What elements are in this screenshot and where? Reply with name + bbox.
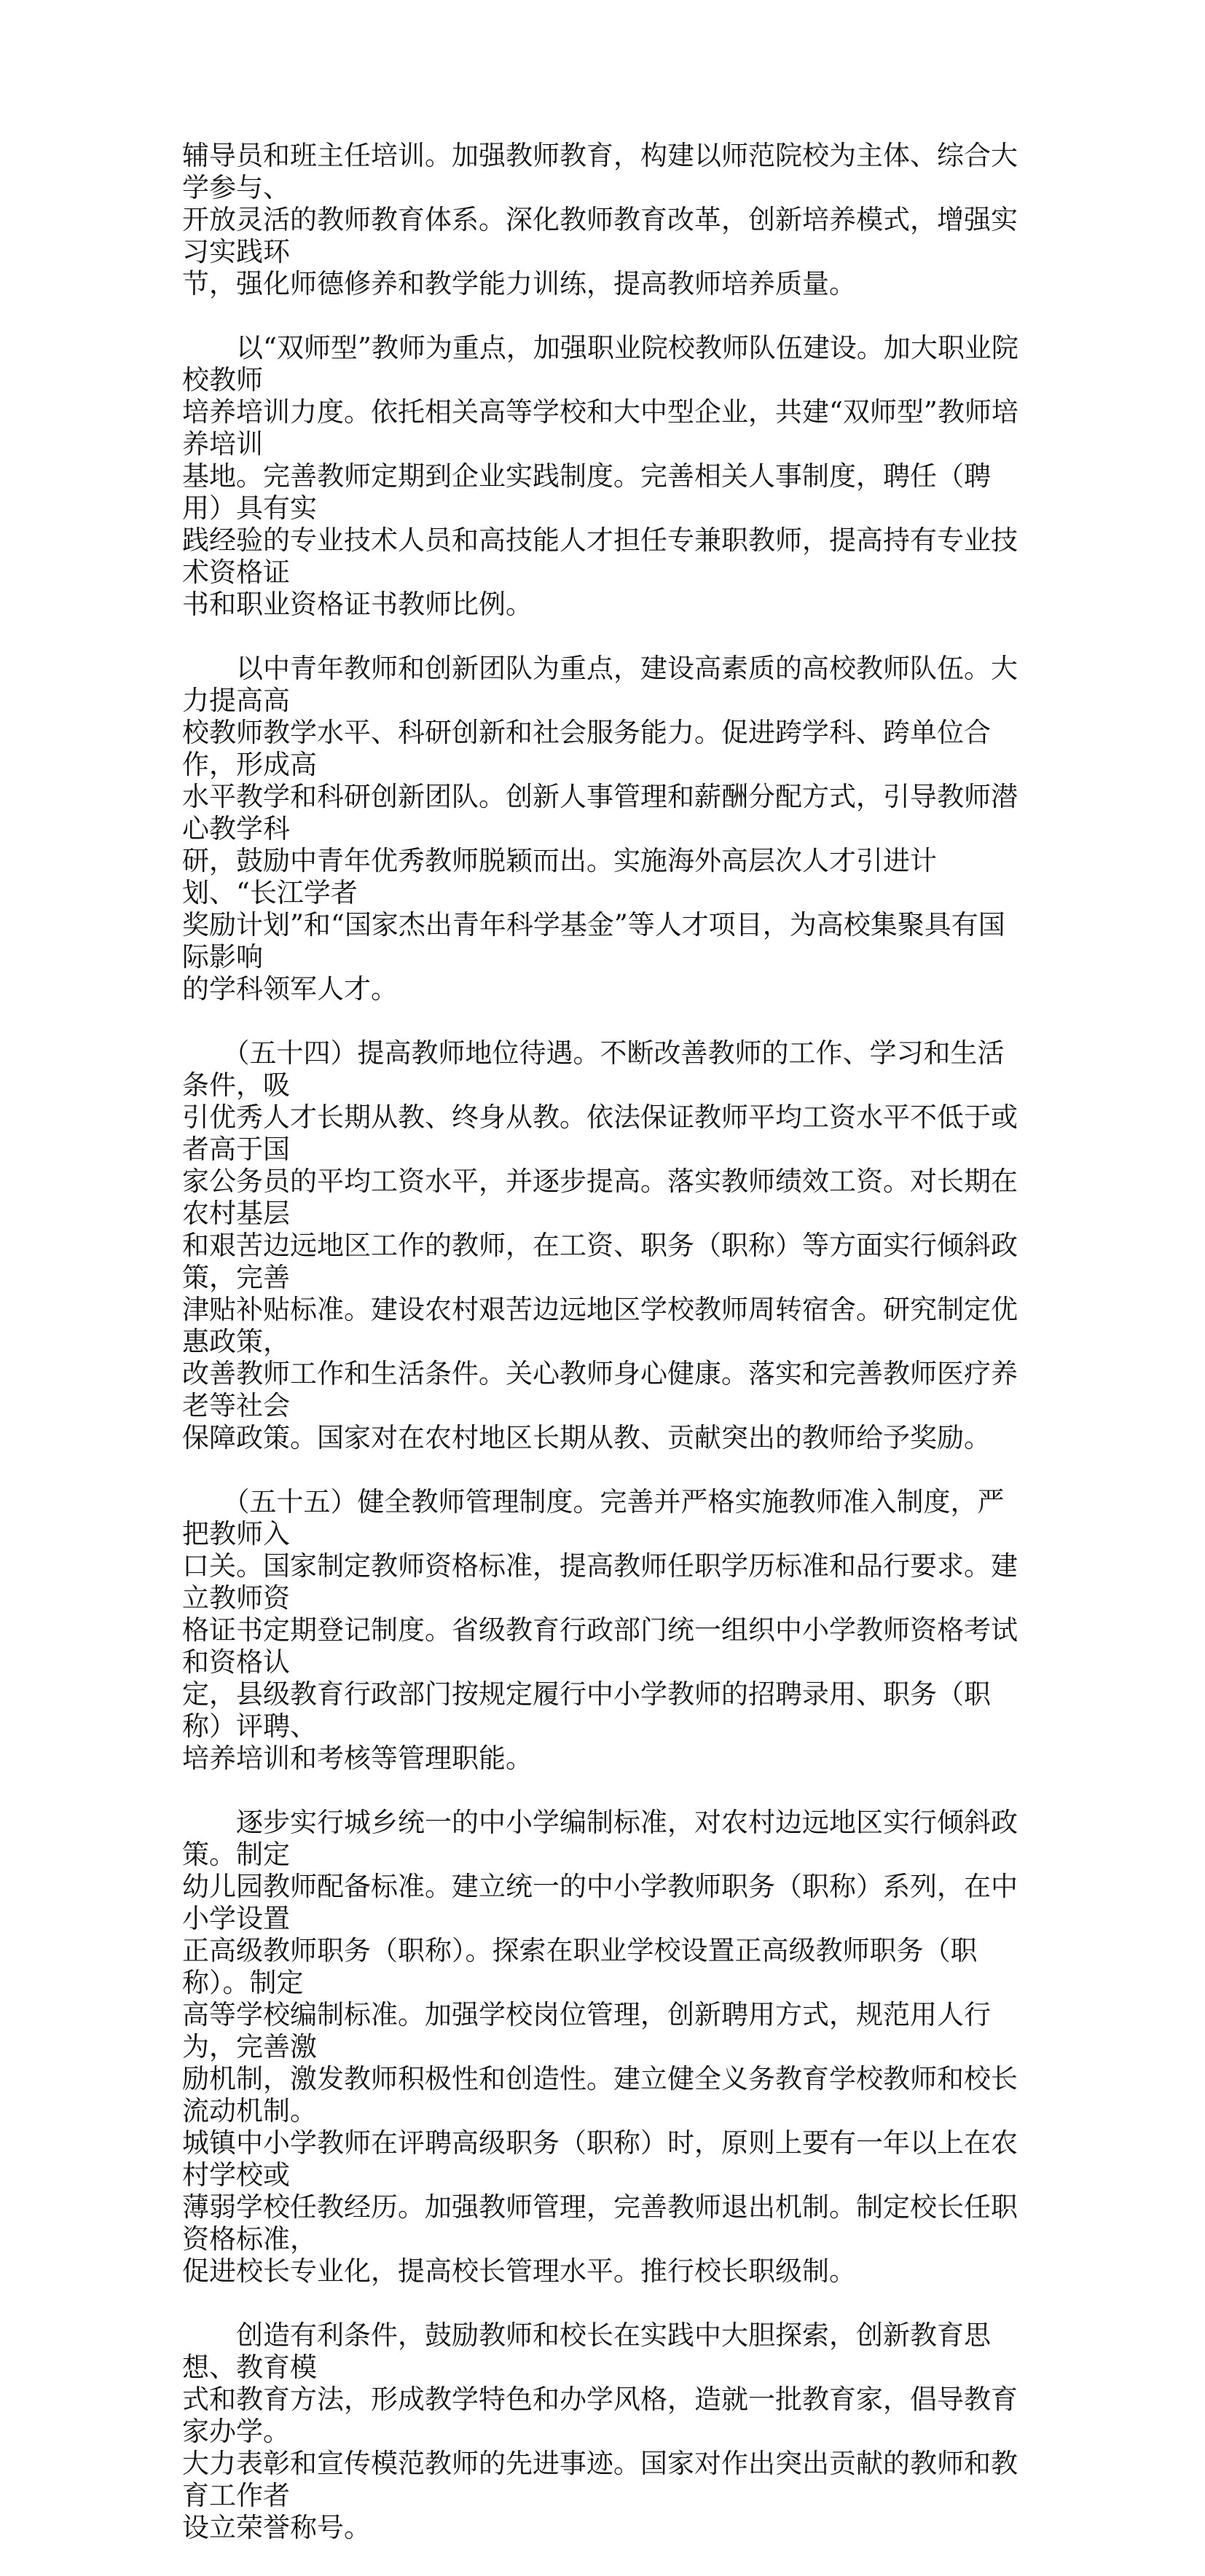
paragraph-teacher-education: 辅导员和班主任培训。加强教师教育，构建以师范院校为主体、综合大学参与、 开放灵活的教师教育体系。深化教师教育改革，创新培养模式，增强实习实践环 节，强化师德修养和教学能力训练，提高教师培养质量。 [182,140,1018,299]
paragraph-dual-qualified-teachers: 以“双师型”教师为重点，加强职业院校教师队伍建设。加大职业院校教师 培养培训力度。依托相关高等学校和大中型企业，共建“双师型”教师培养培训 基地。完善教师定期到企业实践制度。完善相关人事制度，聘任（聘用）具有实 践经验的专业技术人员和高技能人才担任专兼职教师，提高持有专业技术资格证 书和职业资格证书教师比例。 [182,332,1018,620]
paragraph-educator-encouragement: 创造有利条件，鼓励教师和校长在实践中大胆探索，创新教育思想、教育模 式和教育方法，形成教学特色和办学风格，造就一批教育家，倡导教育家办学。 大力表彰和宣传模范教师的先进事迹。国家对作出突出贡献的教师和教育工作者 设立荣誉称号。 [182,2320,1018,2543]
paragraph-university-teachers: 以中青年教师和创新团队为重点，建设高素质的高校教师队伍。大力提高高 校教师教学水平、科研创新和社会服务能力。促进跨学科、跨单位合作，形成高 水平教学和科研创新团队。创新人事管理和薪酬分配方式，引导教师潜心教学科 研，鼓励中青年优秀教师脱颖而出。实施海外高层次人才引进计划、“长江学者 奖励计划”和“国家杰出青年科学基金”等人才项目，为高校集聚具有国际影响 的学科领军人才。 [182,653,1018,1005]
paragraph-staffing-standards: 逐步实行城乡统一的中小学编制标准，对农村边远地区实行倾斜政策。制定 幼儿园教师配备标准。建立统一的中小学教师职务（职称）系列，在中小学设置 正高级教师职务（职称）。探索在职业学校设置正高级教师职务（职称）。制定 高等学校编制标准。加强学校岗位管理，创新聘用方式，规范用人行为，完善激 励机制，激发教师积极性和创造性。建立健全义务教育学校教师和校长流动机制。 城镇中小学教师在评聘高级职务（职称）时，原则上要有一年以上在农村学校或 薄弱学校任教经历。加强教师管理，完善教师退出机制。制定校长任职资格标准， 促进校长专业化，提高校长管理水平。推行校长职级制。 [182,1807,1018,2287]
paragraph-54-teacher-status: （五十四）提高教师地位待遇。不断改善教师的工作、学习和生活条件，吸 引优秀人才长期从教、终身从教。依法保证教师平均工资水平不低于或者高于国 家公务员的平均工资水平，并逐步提高。落实教师绩效工资。对长期在农村基层 和艰苦边远地区工作的教师，在工资、职务（职称）等方面实行倾斜政策，完善 津贴补贴标准。建设农村艰苦边远地区学校教师周转宿舍。研究制定优惠政策， 改善教师工作和生活条件。关心教师身心健康。落实和完善教师医疗养老等社会 保障政策。国家对在农村地区长期从教、贡献突出的教师给予奖励。 [182,1037,1018,1453]
document-body [182,140,1030,2576]
paragraph-55-teacher-management: （五十五）健全教师管理制度。完善并严格实施教师准入制度，严把教师入 口关。国家制定教师资格标准，提高教师任职学历标准和品行要求。建立教师资 格证书定期登记制度。省级教育行政部门统一组织中小学教师资格考试和资格认 定，县级教育行政部门按规定履行中小学教师的招聘录用、职务（职称）评聘、 培养培训和考核等管理职能。 [182,1486,1018,1774]
